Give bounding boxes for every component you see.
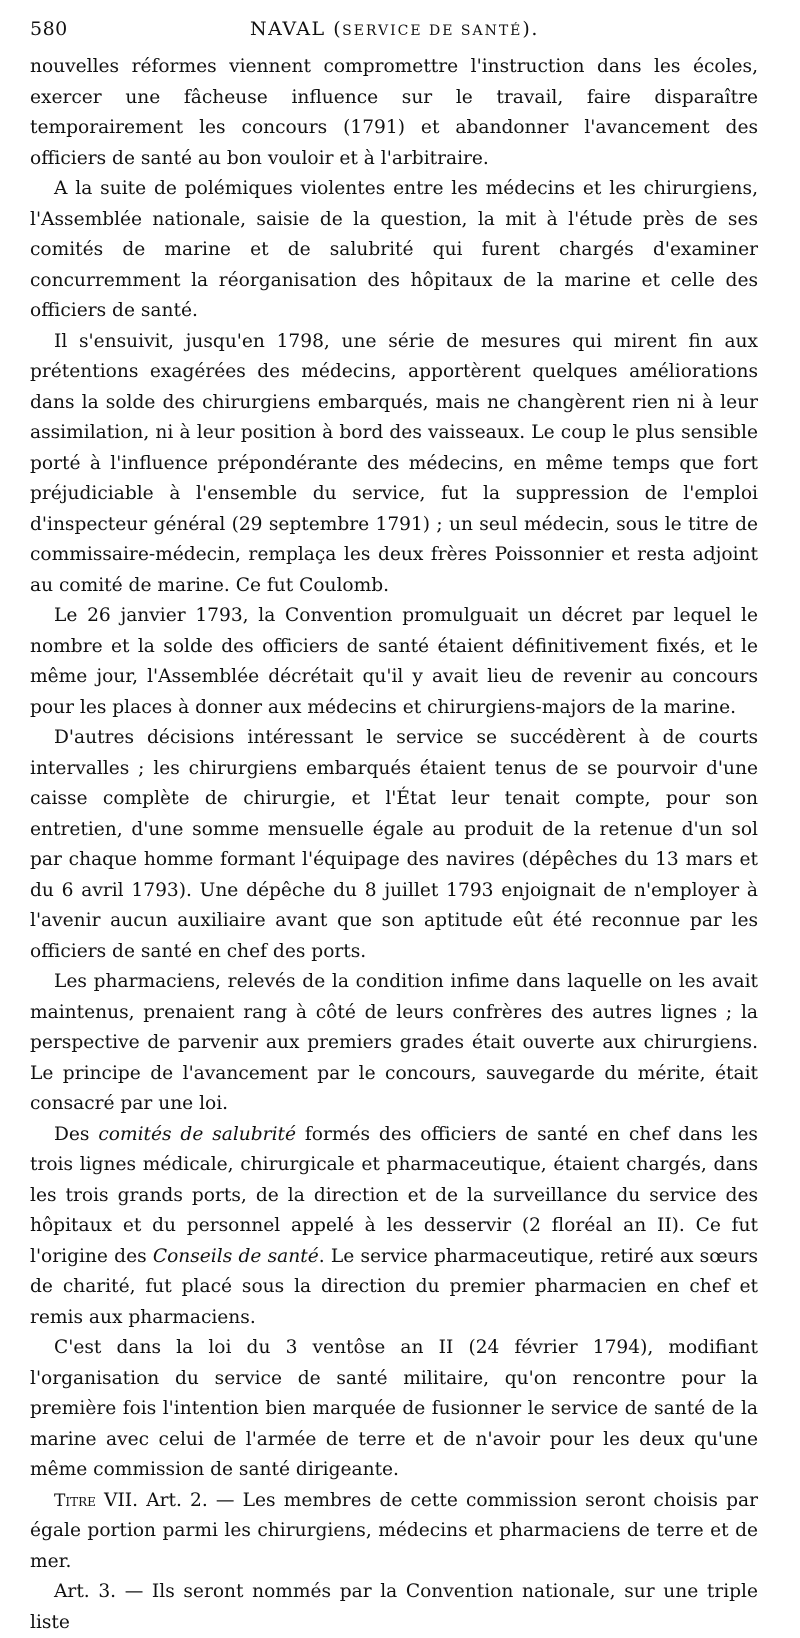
titre-label: Titre (54, 1490, 96, 1511)
comites-text-before: Des (54, 1123, 99, 1145)
paragraph-decisions: D'autres décisions intéressant le service se succédèrent à de courts intervalles ; les chirurgiens embarqués étaient tenus de se pourvoir d'une caisse complète de chirurgie, et l'État leur tenait compte, pour son entretien, d'une somme mensuelle égale au produit de la retenue d'un sol par chaque homme formant l'équipage des navires (dépêches du 13 mars et du 6 avril 1793). Une dépêche du 8 juillet 1793 enjoignait de n'employer à l'avenir aucun auxiliaire avant que son aptitude eût été reconnue par les officiers de santé en chef des ports. (30, 727, 758, 962)
paragraph-assemblee: A la suite de polémiques violentes entre les médecins et les chirurgiens, l'Assemblée nationale, saisie de la question, la mit à l'étude près de ses comités de marine et de salubrité qui furent chargés d'examiner concurremment la réorganisation des hôpitaux de la marine et celle des officiers de santé. (30, 178, 758, 321)
document-page (30, 18, 758, 1638)
paragraph-comites (30, 1120, 758, 1334)
running-title (250, 18, 539, 40)
comites-text-after: . Le service pharmaceutique, retiré aux sœurs de charité, fut placé sous la direction du premier pharmacien en chef et remis aux pharmaciens. (30, 1245, 759, 1328)
titre-vii-text: VII. Art. 2. — Les membres de cette commission seront choisis par égale portion parmi les chirurgiens, médecins et pharmaciens de terre et de mer. (30, 1489, 758, 1572)
paragraph-convention: Le 26 janvier 1793, la Convention promulguait un décret par lequel le nombre et la solde des officiers de santé étaient définitivement fixés, et le même jour, l'Assemblée décrétait qu'il y avait lieu de revenir au concours pour les places à donner aux médecins et chirurgiens-majors de la marine. (30, 605, 758, 718)
page-header (30, 18, 758, 52)
page-number: 580 (30, 18, 68, 40)
paragraph-loi-ventose: C'est dans la loi du 3 ventôse an II (24 février 1794), modifiant l'organisation du service de santé militaire, qu'on rencontre pour la première fois l'intention bien marquée de fusionner le service de santé de la marine avec celui de l'armée de terre et de n'avoir pour les deux qu'une même commission de santé dirigeante. (30, 1337, 758, 1480)
comites-text-middle: formés des officiers de santé en chef dans les trois lignes médicale, chirurgicale et pharmaceutique, étaient chargés, dans les trois grands ports, de la direction et de la surveillance du service des hôpitaux et du personnel appelé à les desservir (2 floréal an II). Ce fut l'origine des (30, 1123, 758, 1267)
paragraph-inspecteur: Il s'ensuivit, jusqu'en 1798, une série de mesures qui mirent fin aux prétentions exagérées des médecins, apportèrent quelques améliorations dans la solde des chirurgiens embarqués, mais ne changèrent rien ni à leur assimilation, ni à leur position à bord des vaisseaux. Le coup le plus sensible porté à l'influence prépondérante des médecins, en même temps que fort préjudiciable à l'ensemble du service, fut la suppression de l'emploi d'inspecteur général (29 septembre 1791) ; un seul médecin, sous le titre de commissaire-médecin, remplaça les deux frères Poissonnier et resta adjoint au comité de marine. Ce fut Coulomb. (30, 330, 758, 596)
paragraph-art-3: Art. 3. — Ils seront nommés par la Convention nationale, sur une triple liste (30, 1581, 758, 1633)
paragraph-titre-vii (30, 1486, 758, 1578)
paragraph-continued: nouvelles réformes viennent compromettre l'instruction dans les écoles, exercer une fâcheuse influence sur le travail, faire disparaître temporairement les concours (1791) et abandonner l'avancement des officiers de santé au bon vouloir et à l'arbitraire. (30, 56, 758, 169)
running-title-subtitle: SERVICE DE SANTÉ (342, 23, 523, 39)
conseils-italic-term: Conseils de santé (152, 1245, 319, 1267)
comites-italic-term: comités de salubrité (98, 1123, 296, 1145)
paragraph-pharmaciens: Les pharmaciens, relevés de la condition infime dans laquelle on les avait maintenus, prenaient rang à côté de leurs confrères des autres lignes ; la perspective de parvenir aux premiers grades était ouverte aux chirurgiens. Le principe de l'avancement par le concours, sauvegarde du mérite, était consacré par une loi. (30, 971, 758, 1114)
running-title-end: ). (522, 18, 539, 40)
running-title-main: NAVAL ( (250, 18, 343, 40)
